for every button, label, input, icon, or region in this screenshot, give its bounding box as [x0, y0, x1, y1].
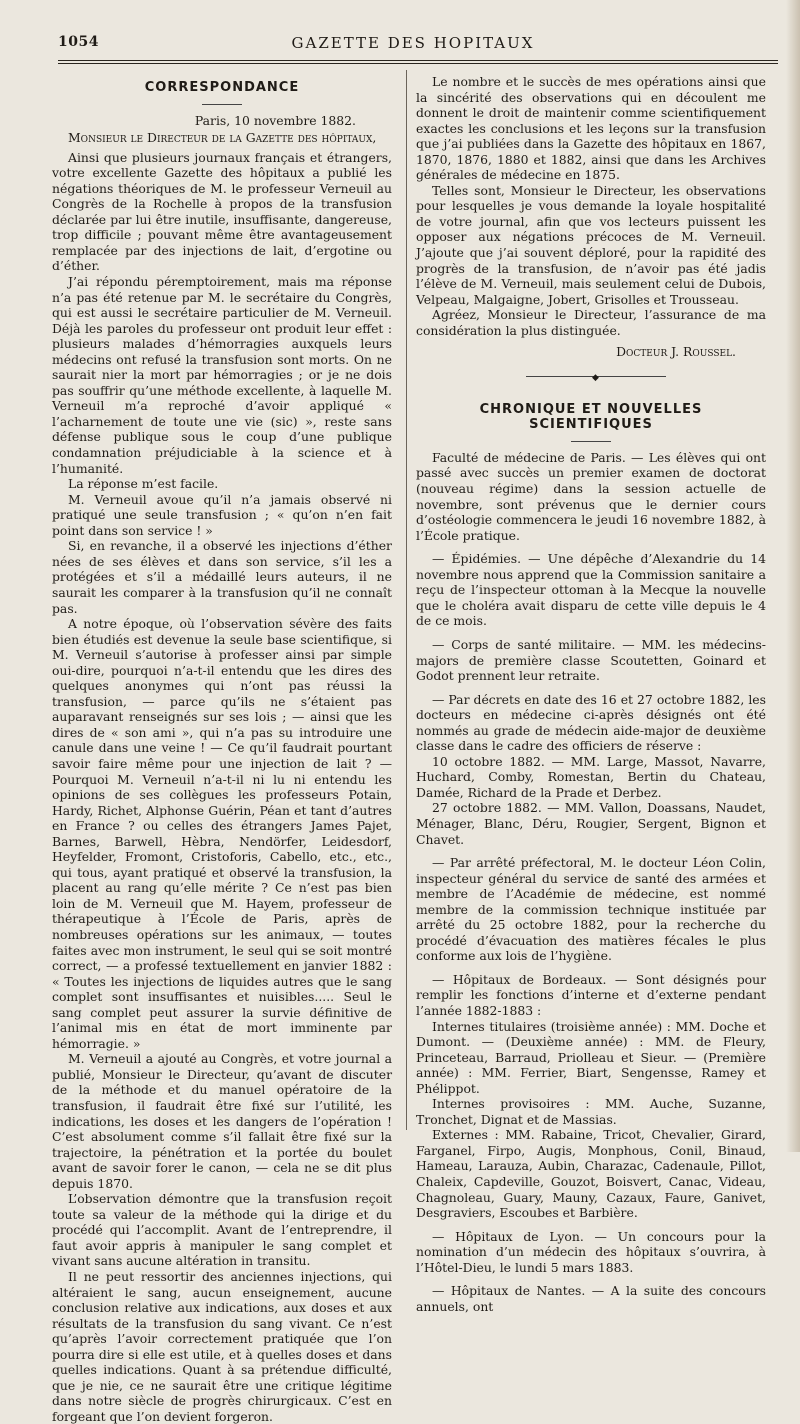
paragraph: Il ne peut ressortir des anciennes injections, qui altéraient le sang, aucun enseignement, aucune conclusion relative aux indications, aux doses et aux résultats de la transfusion du sang vivant. Ce n’est qu’après l’avoir correctement pratiquée que l’on pourra dire si elle est utile, et à quelles doses et dans quelles indications. Quant à sa prétendue difficulté, que je nie, ce ne saurait être une critique légitime dans notre siècle de progrès chirurgicaux. C’est en forgeant que l’on devient forgeron. [52, 1269, 392, 1424]
news-item: — Par décrets en date des 16 et 27 octobre 1882, les docteurs en médecine ci-après désignés ont été nommés au grade de médecin aide-major de deuxième classe dans le cadre des officiers de réserve : [416, 691, 766, 754]
news-item: Externes : MM. Rabaine, Tricot, Chevalier, Girard, Farganel, Firpo, Augis, Monphous, Conil, Binaud, Hameau, Larauza, Aubin, Charazac, Cadenaule, Pillot, Chaleix, Capdeville, Gouzot, Boisvert, Canac, Videau, Chagnoleau, Guary, Mauny, Cazaux, Faure, Ganivet, Desgraviers, Escoubes et Barbière. [416, 1127, 766, 1221]
section-separator [416, 370, 766, 384]
paragraph: Agréez, Monsieur le Directeur, l’assurance de ma considération la plus distinguée. [416, 307, 766, 338]
news-item: — Épidémies. — Une dépêche d’Alexandrie du 14 novembre nous apprend que la Commission sanitaire a reçu de l’inspecteur ottoman à la Mecque la nouvelle que le choléra avait disparu de cette ville depuis le 4 de ce mois. [416, 551, 766, 629]
chronique-title: CHRONIQUE ET NOUVELLES SCIENTIFIQUES [479, 401, 703, 433]
news-item: Internes provisoires : MM. Auche, Suzanne, Tronchet, Dignat et de Massias. [416, 1096, 766, 1127]
salutation: Monsieur le Directeur de la Gazette des hôpitaux, [68, 130, 377, 146]
header-rule [58, 60, 778, 61]
paragraph: La réponse m’est facile. [68, 476, 219, 492]
news-item: — Hôpitaux de Bordeaux. — Sont désignés pour remplir les fonctions d’interne et d’externe pendant l’année 1882-1883 : [416, 971, 766, 1018]
page-number: 1054 [58, 34, 99, 50]
right-column [416, 74, 766, 1314]
title-rule [571, 441, 611, 442]
paragraph: A notre époque, où l’observation sévère des faits bien étudiés est devenue la seule base scientifique, si M. Verneuil s’autorise à professer ainsi par simple oui-dire, pourquoi n’a-t-il entendu que les dires des quelques anonymes qui n’ont pas réussi la transfusion, — parce qu’ils ne s’étaient pas auparavant renseignés sur ses lois ; — ainsi que les dires de « son ami », qui n’a pas su introduire une canule dans une veine ! — Ce qu’il faudrait pourtant savoir faire même pour une injection de lait ? — Pourquoi M. Verneuil n’a-t-il ni lu ni entendu les opinions de ses collègues les professeurs Potain, Hardy, Richet, Alphonse Guérin, Péan et tant d’autres en France ? ou celles des étrangers James Pajet, Barnes, Barwell, Hèbra, Nendörfer, Leidesdorf, Heyfelder, Fromont, Cristoforis, Cabello, etc., etc., qui tous, ayant pratiqué et observé la transfusion, la placent au rang qu’elle mérite ? Ce n’est pas bien loin de M. Verneuil que M. Hayem, professeur de thérapeutique à l’École de Paris, après de nombreuses opérations sur les animaux, — toutes faites avec mon instrument, le seul qui se soit montré correct, — a professé textuellement en janvier 1882 : « Toutes les injections de liquides autres que le sang complet sont insuffisantes et nuisibles..... Seul le sang complet peut assurer la survie définitive de l’animal mis en état de mort imminente par hémorragie. » [52, 616, 392, 1051]
title-rule [202, 104, 242, 105]
news-item: — Par arrêté préfectoral, M. le docteur Léon Colin, inspecteur général du service de santé des armées et membre de l’Académie de médecine, est nommé membre de la commission technique instituée par arrêté du 25 octobre 1882, pour la recherche du procédé d’évacuation des matières fécales le plus conforme aux lois de l’hygiène. [416, 855, 766, 964]
news-item: Internes titulaires (troisième année) : MM. Doche et Dumont. — (Deuxième année) : MM. de Fleury, Princeteau, Barraud, Priolleau et Sieur. — (Première année) : MM. Ferrier, Biart, Sengensse, Ramey et Phélippot. [416, 1018, 766, 1096]
paragraph: L’observation démontre que la transfusion reçoit toute sa valeur de la méthode qui la dirige et du procédé qui l’accomplit. Avant de l’entreprendre, il faut avoir appris à manipuler le sang complet et vivant sans aucune altération in transitu. [52, 1191, 392, 1269]
news-item: — Hôpitaux de Lyon. — Un concours pour la nomination d’un médecin des hôpitaux s’ouvrira, à l’Hôtel-Dieu, le lundi 5 mars 1883. [416, 1228, 766, 1275]
news-item: 27 octobre 1882. — MM. Vallon, Doassans, Naudet, Ménager, Blanc, Déru, Rougier, Sergent, Bignon et Chavet. [416, 800, 766, 847]
page-edge-shadow [786, 0, 800, 1152]
news-item: — Corps de santé militaire. — MM. les médecins-majors de première classe Scoutetten, Goinard et Godot prennent leur retraite. [416, 636, 766, 684]
header-rule-double [58, 63, 778, 64]
left-column [52, 74, 392, 1424]
paragraph: Telles sont, Monsieur le Directeur, les observations pour lesquelles je vous demande la loyale hospitalité de votre journal, afin que vos lecteurs puissent les opposer aux négations précoces de M. Verneuil. J’ajoute que j’ai souvent déploré, pour la rapidité des progrès de la transfusion, de n’avoir pas été jadis l’élève de M. Verneuil, mais seulement celui de Dubois, Velpeau, Malgaigne, Jobert, Grisolles et Trousseau. [416, 182, 766, 307]
signature: Docteur J. Roussel. [616, 344, 736, 360]
paragraph: J’ai répondu péremptoirement, mais ma réponse n’a pas été retenue par M. le secrétaire du Congrès, qui est aussi le secrétaire particulier de M. Verneuil. Déjà les paroles du professeur ont produit leur effet : plusieurs malades d’hémorragies auxquels leurs médecins ont refusé la transfusion sont morts. On ne saurait nier la mort par hémorragies ; or je ne dois pas souffrir qu’une méthode excellente, à laquelle M. Verneuil m’a reproché d’avoir appliqué « l’acharnement de toute une vie (sic) », reste sans défense publique sous le coup d’une publique condamnation préjudiciable à la science et à l’humanité. [52, 274, 392, 476]
fleuron-ornament: ◆ [592, 372, 599, 383]
paragraph: M. Verneuil avoue qu’il n’a jamais observé ni pratiqué une seule transfusion ; « qu’on n’en fait point dans son service ! » [52, 491, 392, 538]
paragraph: M. Verneuil a ajouté au Congrès, et votre journal a publié, Monsieur le Directeur, qu’avant de discuter de la méthode et du manuel opératoire de la transfusion, il faudrait être fixé sur l’utilité, les indications, les doses et les dangers de l’opération ! C’est absolument comme s’il fallait être fixé sur la trajectoire, la pénétration et la portée du boulet avant de savoir forer le canon, — cela ne se dit plus depuis 1870. [52, 1051, 392, 1191]
news-item: 10 octobre 1882. — MM. Large, Massot, Navarre, Huchard, Comby, Romestan, Bertin du Chateau, Damée, Richard de la Prade et Derbez. [416, 753, 766, 800]
paragraph: Si, en revanche, il a observé les injections d’éther nées de ses élèves et dans son service, s’il les a protégées et s’il a médaillé leurs auteurs, il ne saurait les comparer à la transfusion qu’il ne connaît pas. [52, 538, 392, 616]
journal-title: GAZETTE DES HOPITAUX [291, 34, 535, 52]
running-head [58, 34, 768, 56]
correspondance-title: CORRESPONDANCE [144, 80, 300, 95]
column-divider [406, 70, 407, 1130]
paragraph: Le nombre et le succès de mes opérations ainsi que la sincérité des observations qui en découlent me donnent le droit de maintenir comme scientifiquement exactes les conclusions et les leçons sur la transfusion que j’ai publiées dans la Gazette des hôpitaux en 1867, 1870, 1876, 1880 et 1882, ainsi que dans les Archives générales de médecine en 1875. [416, 74, 766, 183]
news-item: Faculté de médecine de Paris. — Les élèves qui ont passé avec succès un premier examen de doctorat (nouveau régime) dans la session actuelle de novembre, sont prévenus que le dernier cours d’ostéologie commencera le jeudi 16 novembre 1882, à l’École pratique. [416, 449, 766, 543]
dateline: Paris, 10 novembre 1882. [194, 112, 356, 128]
paragraph: Ainsi que plusieurs journaux français et étrangers, votre excellente Gazette des hôpitaux a publié les négations théoriques de M. le professeur Verneuil au Congrès de la Rochelle à propos de la transfusion déclarée par lui être inutile, insuffisante, dangereuse, trop difficile ; pouvant même être avantageusement remplacée par des injections de lait, d’ergotine ou d’éther. [52, 149, 392, 274]
news-item: — Hôpitaux de Nantes. — A la suite des concours annuels, ont [416, 1283, 766, 1314]
